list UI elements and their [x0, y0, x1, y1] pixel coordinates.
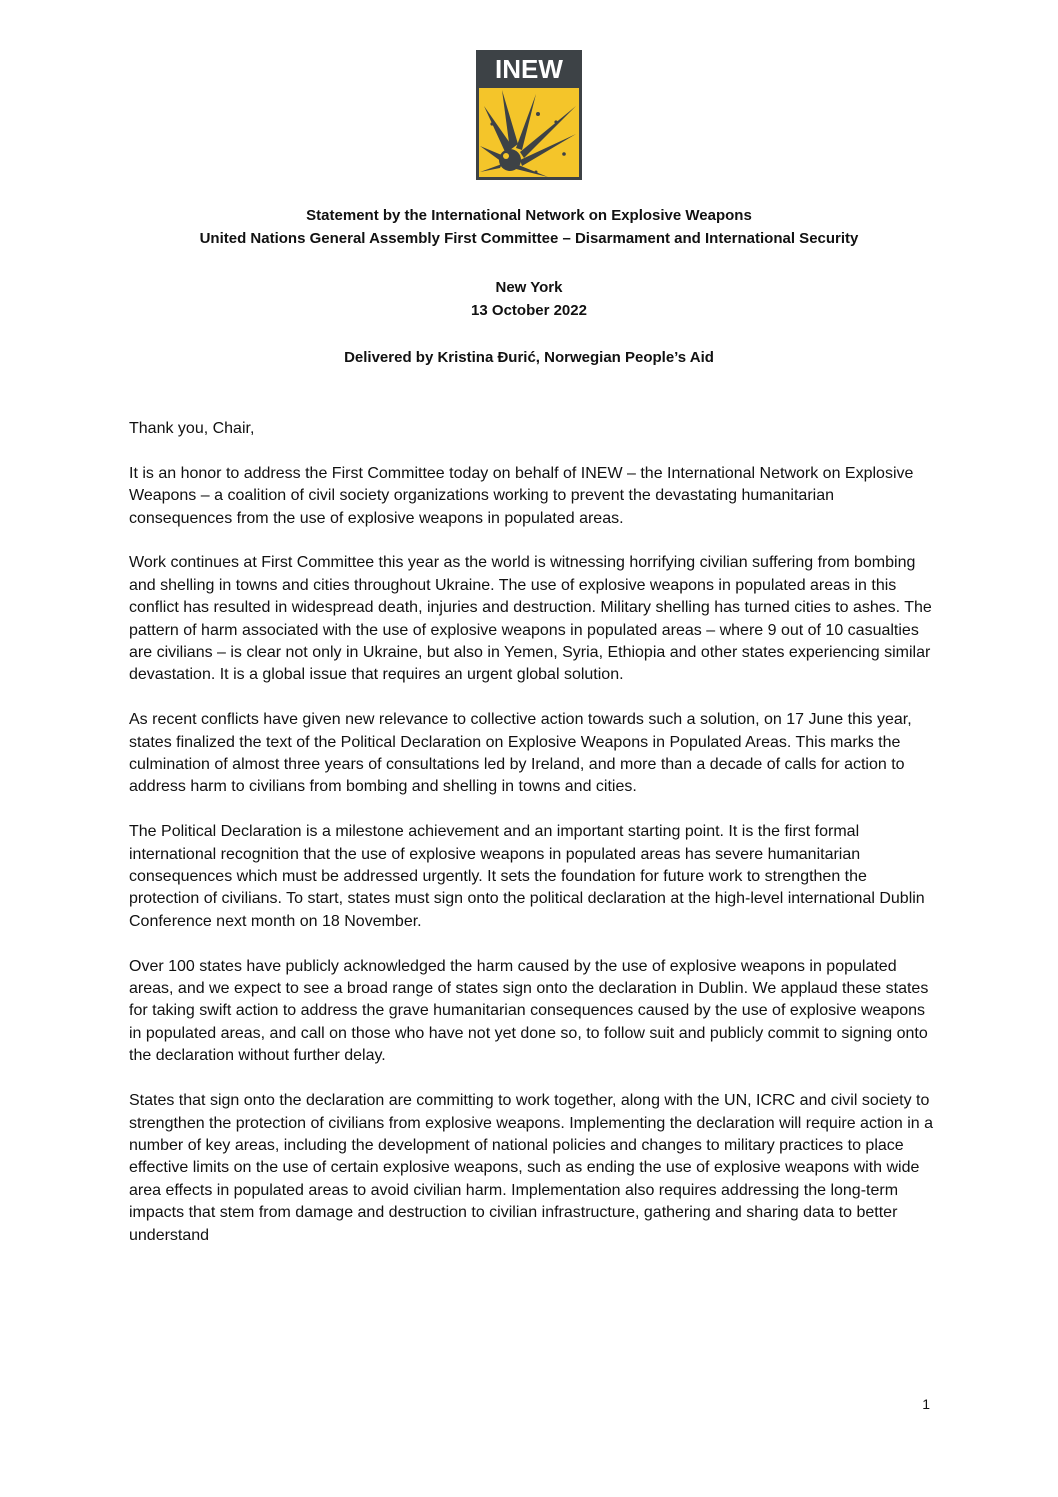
paragraph: Over 100 states have publicly acknowledged the harm caused by the use of explosive weapons in populated areas, and we expect to see a broad range of states sign onto the declaration in Dublin. We applaud these states for taking swift action to address the grave humanitarian consequences caused by the use of explosive weapons in populated areas, and call on those who have not yet done so, to follow suit and publicly commit to signing onto the declaration without further delay.	[129, 957, 929, 1065]
paragraph: The Political Declaration is a milestone achievement and an important starting point. It is the first formal international recognition that the use of explosive weapons in populated areas has severe humanitarian consequences which must be addressed urgently. It sets the foundation for future work to strengthen the protection of civilians. To start, states must sign onto the political declaration at the high-level international Dublin Conference next month on 18 November.	[129, 823, 925, 930]
paragraph: As recent conflicts have given new relevance to collective action towards such a solution, on 17 June this year, states finalized the text of the Political Declaration on Explosive Weapons in Populated Areas. This marks the culmination of almost three years of consultations led by Ireland, and more than a decade of calls for action to address harm to civilians from bombing and shelling in towns and cities.	[129, 711, 912, 796]
paragraph: It is an honor to address the First Committee today on behalf of INEW – the International Network on Explosive Weapons – a coalition of civil society organizations working to prevent the devastating humanitarian consequences from the use of explosive weapons in populated areas.	[129, 464, 914, 527]
date: 13 October 2022	[471, 302, 587, 319]
title-line-2: United Nations General Assembly First Committee – Disarmament and International Security	[199, 230, 859, 247]
title-line-1: Statement by the International Network on Explosive Weapons	[306, 207, 752, 224]
inew-logo-image	[476, 50, 582, 180]
statement-body	[129, 418, 934, 1269]
location: New York	[495, 279, 563, 296]
delivered-by: Delivered by Kristina Đurić, Norwegian People’s Aid	[344, 349, 714, 366]
location-date	[100, 276, 958, 322]
inew-logo	[476, 50, 582, 180]
paragraph: Work continues at First Committee this year as the world is witnessing horrifying civilian suffering from bombing and shelling in towns and cities throughout Ukraine. The use of explosive weapons in populated areas in this conflict has resulted in widespread death, injuries and destruction. Military shelling has turned cities to ashes. The pattern of harm associated with the use of explosive weapons in populated areas – where 9 out of 10 casualties are civilians – is clear not only in Ukraine, but also in Yemen, Syria, Ethiopia and other states experiencing similar devastation. It is a global issue that requires an urgent global solution.	[129, 554, 932, 684]
paragraph: Thank you, Chair,	[129, 420, 255, 437]
page-number: 1	[922, 1396, 930, 1412]
svg-text:INEW: INEW	[495, 54, 563, 84]
statement-title	[100, 204, 958, 250]
paragraph: States that sign onto the declaration are committing to work together, along with the UN, ICRC and civil society to strengthen the protection of civilians from explosive weapons. Implementing the declaration will require action in a number of key areas, including the development of national policies and changes to military practices to place effective limits on the use of certain explosive weapons, such as ending the use of explosive weapons with wide area effects in populated areas to avoid civilian harm. Implementation also requires addressing the long-term impacts that stem from damage and destruction to civilian infrastructure, gathering and sharing data to better understand	[129, 1092, 933, 1244]
